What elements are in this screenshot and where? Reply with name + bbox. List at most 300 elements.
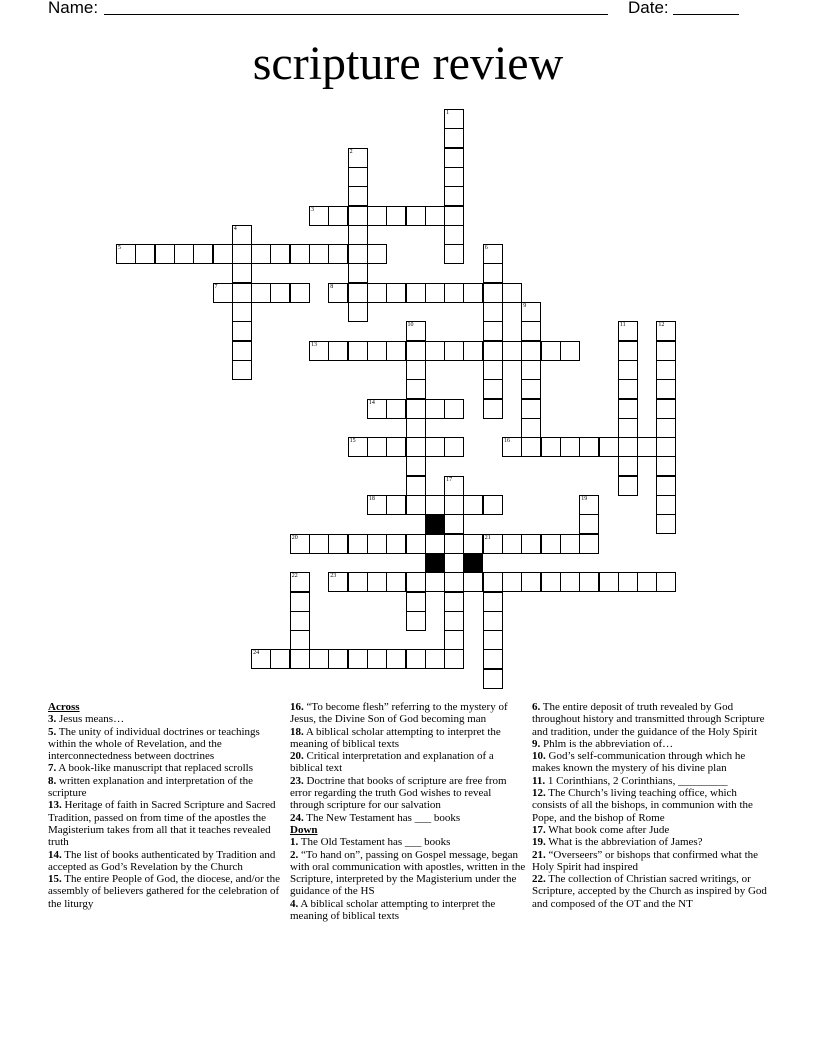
answer-cell[interactable] [579,572,599,592]
clue-item [532,701,768,738]
clue-item [48,799,280,848]
answer-cell[interactable] [406,283,426,303]
answer-cell[interactable] [656,341,676,361]
clue-item [48,849,280,874]
answer-cell[interactable] [656,572,676,592]
answer-cell[interactable] [309,244,329,264]
answer-cell[interactable] [444,495,464,515]
answer-cell[interactable] [444,341,464,361]
clue-item-text: The entire People of God, the diocese, and/or the assembly of believers gathered for the celebration of the liturgy [48,873,280,910]
answer-cell[interactable] [348,186,368,206]
clue-item-number: 22. [532,873,546,886]
answer-cell[interactable] [483,630,503,650]
answer-cell[interactable] [444,109,464,129]
answer-cell[interactable] [618,456,638,476]
answer-cell[interactable] [579,534,599,554]
answer-cell[interactable] [541,437,561,457]
answer-cell[interactable] [367,244,387,264]
answer-cell[interactable] [348,649,368,669]
answer-cell[interactable] [367,341,387,361]
answer-cell[interactable] [618,321,638,341]
down-clue-list [290,836,526,922]
answer-cell[interactable] [425,534,445,554]
answer-cell[interactable] [444,630,464,650]
clues-column-2 [290,701,526,922]
answer-cell[interactable] [193,244,213,264]
answer-cell[interactable] [135,244,155,264]
clue-item [532,873,768,910]
clue-item [48,762,280,774]
answer-cell[interactable] [309,206,329,226]
clue-item [290,898,526,923]
clue-number: 6 [484,245,488,252]
clue-item [48,713,280,725]
answer-cell[interactable] [425,399,445,419]
answer-cell[interactable] [251,283,271,303]
answer-cell[interactable] [406,321,426,341]
across-heading: Across [48,701,80,713]
answer-cell[interactable] [116,244,136,264]
answer-cell[interactable] [406,360,426,380]
clue-number: 21 [484,534,491,541]
clue-number: 18 [368,496,375,502]
answer-cell[interactable] [386,283,406,303]
clue-item-number: 6. [532,701,541,713]
clue-item-text: written explanation and interpretation of the scripture [48,774,253,800]
clue-number: 13 [311,341,317,348]
answer-cell[interactable] [541,572,561,592]
down-heading: Down [290,823,318,836]
across-clue-list [48,713,280,910]
answer-cell[interactable] [386,649,406,669]
answer-cell[interactable] [328,649,348,669]
answer-cell[interactable] [444,572,464,592]
answer-cell[interactable] [213,283,233,303]
answer-cell[interactable] [521,437,541,457]
answer-cell[interactable] [502,341,522,361]
answer-cell[interactable] [618,341,638,361]
clue-item-number: 7. [48,762,57,775]
answer-cell[interactable] [232,321,252,341]
answer-cell[interactable] [483,360,503,380]
answer-cell[interactable] [367,649,387,669]
answer-cell[interactable] [348,244,368,264]
answer-cell[interactable] [521,360,541,380]
clue-item-text: The Church’s living teaching office, which consists of all the bishops, in communion with the Pope, and the bishop of Rome [532,787,753,824]
clue-number: 24 [253,650,260,657]
clue-item-number: 9. [532,737,541,750]
clue-number: 7 [214,283,218,290]
answer-cell[interactable] [656,456,676,476]
answer-cell[interactable] [656,321,676,341]
answer-cell[interactable] [232,225,252,245]
clue-item [48,775,280,800]
clue-item-number: 14. [48,848,62,861]
answer-cell[interactable] [483,341,503,361]
answer-cell[interactable] [521,399,541,419]
answer-cell[interactable] [444,592,464,612]
answer-cell[interactable] [367,572,387,592]
clue-number: 4 [233,225,237,232]
clue-item-text: God’s self-communication through which he makes known the mystery of his divine plan [532,750,746,775]
answer-cell[interactable] [483,572,503,592]
answer-cell[interactable] [444,611,464,631]
clue-number: 19 [581,496,588,502]
black-square [425,553,445,573]
answer-cell[interactable] [618,360,638,380]
answer-cell[interactable] [386,534,406,554]
answer-cell[interactable] [483,321,503,341]
answer-cell[interactable] [444,399,464,419]
answer-cell[interactable] [483,649,503,669]
answer-cell[interactable] [483,399,503,419]
clues-column-3 [532,701,768,910]
answer-cell[interactable] [618,399,638,419]
clue-number: 2 [349,148,353,155]
answer-cell[interactable] [618,379,638,399]
clue-number: 16 [504,438,510,445]
answer-cell[interactable] [521,379,541,399]
answer-cell[interactable] [406,206,426,226]
answer-cell[interactable] [406,341,426,361]
answer-cell[interactable] [348,225,368,245]
answer-cell[interactable] [444,186,464,206]
answer-cell[interactable] [232,341,252,361]
answer-cell[interactable] [406,476,426,496]
clue-item [290,701,526,726]
clue-item [532,849,768,874]
clue-number: 23 [330,573,337,580]
clue-item-number: 16. [290,701,304,713]
answer-cell[interactable] [348,437,368,457]
clue-number: 8 [330,283,334,290]
answer-cell[interactable] [560,534,580,554]
answer-cell[interactable] [599,437,619,457]
clue-item [532,824,768,836]
clue-item-text: Phlm is the abbreviation of… [540,737,674,750]
clue-item-number: 4. [290,897,299,910]
clue-item-number: 1. [290,836,299,849]
answer-cell[interactable] [444,649,464,669]
answer-cell[interactable] [483,495,503,515]
answer-cell[interactable] [406,649,426,669]
across-clue-list-continued [290,701,526,824]
answer-cell[interactable] [444,244,464,264]
answer-cell[interactable] [290,649,310,669]
answer-cell[interactable] [367,399,387,419]
answer-cell[interactable] [328,341,348,361]
clue-item-text: 1 Corinthians, 2 Corinthians, _________ [545,774,728,787]
answer-cell[interactable] [463,534,483,554]
answer-cell[interactable] [483,379,503,399]
clue-item-number: 5. [48,725,57,738]
clue-item-text: The New Testament has ___ books [303,811,461,824]
answer-cell[interactable] [483,534,503,554]
clue-item [532,775,768,787]
answer-cell[interactable] [541,341,561,361]
clues-column-1 [48,701,280,910]
clue-item [48,873,280,910]
clue-item-text: Doctrine that books of scripture are free from error regarding the truth God wishes to reveal through scripture for our salvation [290,774,507,812]
answer-cell[interactable] [521,534,541,554]
clue-item-text: The collection of Christian sacred writings, or Scripture, accepted by the Church as inspired by God and composed of the OT and the NT [532,873,767,910]
answer-cell[interactable] [560,437,580,457]
answer-cell[interactable] [348,283,368,303]
answer-cell[interactable] [444,225,464,245]
answer-cell[interactable] [290,534,310,554]
answer-cell[interactable] [656,514,676,534]
answer-cell[interactable] [656,399,676,419]
clue-item [532,738,768,750]
black-square [463,553,483,573]
answer-cell[interactable] [463,495,483,515]
answer-cell[interactable] [599,572,619,592]
answer-cell[interactable] [637,572,657,592]
name-label: Name: [48,0,99,17]
answer-cell[interactable] [232,263,252,283]
answer-cell[interactable] [406,456,426,476]
clue-number: 1 [446,110,450,116]
answer-cell[interactable] [367,534,387,554]
answer-cell[interactable] [521,341,541,361]
answer-cell[interactable] [386,206,406,226]
answer-cell[interactable] [444,167,464,187]
answer-cell[interactable] [444,206,464,226]
answer-cell[interactable] [251,649,271,669]
answer-cell[interactable] [656,437,676,457]
clue-item-text: Jesus means… [56,713,125,726]
answer-cell[interactable] [425,495,445,515]
page-title: scripture review [252,37,564,90]
answer-cell[interactable] [444,534,464,554]
clue-item [290,775,526,812]
answer-cell[interactable] [406,572,426,592]
clue-number: 11 [619,322,626,329]
answer-cell[interactable] [483,244,503,264]
answer-cell[interactable] [290,572,310,592]
answer-cell[interactable] [406,418,426,438]
clue-number: 14 [368,399,375,406]
answer-cell[interactable] [367,283,387,303]
answer-cell[interactable] [425,572,445,592]
answer-cell[interactable] [444,283,464,303]
answer-cell[interactable] [406,592,426,612]
answer-cell[interactable] [348,534,368,554]
answer-cell[interactable] [328,572,348,592]
clue-item [290,726,526,751]
answer-cell[interactable] [232,283,252,303]
answer-cell[interactable] [328,283,348,303]
answer-cell[interactable] [656,495,676,515]
answer-cell[interactable] [656,379,676,399]
clue-number: 12 [658,322,665,329]
answer-cell[interactable] [560,572,580,592]
answer-cell[interactable] [406,611,426,631]
clue-item-number: 8. [48,774,57,787]
answer-cell[interactable] [328,534,348,554]
answer-cell[interactable] [309,341,329,361]
clue-item-text: Heritage of faith in Sacred Scripture and Sacred Tradition, passed on from time of the apostles the Magisterium takes from all that it teaches revealed truth [48,799,276,849]
clue-item-text: The unity of individual doctrines or teachings within the whole of Revelation, and the interconnectedness between doctrines [48,725,260,763]
date-label: Date: [628,0,669,17]
clue-item-number: 3. [48,713,57,726]
clue-number: 9 [523,303,527,309]
clue-item-text: A biblical scholar attempting to interpret the meaning of biblical texts [290,725,501,750]
clue-item-text: Critical interpretation and explanation of a biblical text [290,750,494,775]
answer-cell[interactable] [656,360,676,380]
answer-cell[interactable] [290,630,310,650]
answer-cell[interactable] [444,148,464,168]
answer-cell[interactable] [270,244,290,264]
answer-cell[interactable] [502,572,522,592]
answer-cell[interactable] [483,302,503,322]
answer-cell[interactable] [444,553,464,573]
answer-cell[interactable] [521,302,541,322]
answer-cell[interactable] [425,437,445,457]
clue-item-text: “To hand on”, passing on Gospel message, began with oral communication with apostles, written in the Scripture, interpreted by the Magisterium under the guidance of the HS [290,848,526,898]
answer-cell[interactable] [463,572,483,592]
answer-cell[interactable] [618,437,638,457]
clue-item-text: A book-like manuscript that replaced scrolls [56,762,253,775]
answer-cell[interactable] [579,514,599,534]
answer-cell[interactable] [290,283,310,303]
clue-item-text: The entire deposit of truth revealed by God throughout history and transmitted through Scripture and tradition, under the guidance of the Holy Spirit [532,701,765,738]
answer-cell[interactable] [348,302,368,322]
clue-item [532,836,768,848]
clue-item [532,750,768,775]
answer-cell[interactable] [502,437,522,457]
answer-cell[interactable] [406,379,426,399]
answer-cell[interactable] [521,418,541,438]
answer-cell[interactable] [483,283,503,303]
clue-number: 15 [349,438,356,445]
answer-cell[interactable] [444,476,464,496]
answer-cell[interactable] [521,572,541,592]
answer-cell[interactable] [406,399,426,419]
clue-item-number: 13. [48,799,62,812]
clue-number: 17 [446,476,453,483]
clue-item-number: 15. [48,873,62,886]
answer-cell[interactable] [618,476,638,496]
answer-cell[interactable] [425,341,445,361]
answer-cell[interactable] [290,592,310,612]
answer-cell[interactable] [155,244,175,264]
answer-cell[interactable] [348,341,368,361]
answer-cell[interactable] [309,534,329,554]
clue-number: 20 [291,534,298,541]
answer-cell[interactable] [637,437,657,457]
answer-cell[interactable] [521,321,541,341]
down-clue-list-continued [532,701,768,910]
clue-item [290,750,526,775]
answer-cell[interactable] [270,649,290,669]
black-square [425,514,445,534]
answer-cell[interactable] [618,418,638,438]
answer-cell[interactable] [386,437,406,457]
clue-item [532,787,768,824]
answer-cell[interactable] [560,341,580,361]
answer-cell[interactable] [386,399,406,419]
answer-cell[interactable] [328,244,348,264]
answer-cell[interactable] [328,206,348,226]
clue-item-text: A biblical scholar attempting to interpret the meaning of biblical texts [290,897,496,923]
clue-item-text: “Overseers” or bishops that confirmed what the Holy Spirit had inspired [532,848,759,873]
answer-cell[interactable] [174,244,194,264]
answer-cell[interactable] [483,263,503,283]
answer-cell[interactable] [463,341,483,361]
answer-cell[interactable] [386,341,406,361]
answer-cell[interactable] [251,244,271,264]
answer-cell[interactable] [213,244,233,264]
answer-cell[interactable] [483,669,503,689]
answer-cell[interactable] [618,572,638,592]
answer-cell[interactable] [348,206,368,226]
answer-cell[interactable] [656,476,676,496]
clue-item-number: 24. [290,811,304,824]
answer-cell[interactable] [290,611,310,631]
answer-cell[interactable] [579,437,599,457]
clue-item-number: 17. [532,823,546,836]
answer-cell[interactable] [579,495,599,515]
answer-cell[interactable] [502,283,522,303]
clue-item-text: The Old Testament has ___ books [298,836,451,849]
answer-cell[interactable] [463,283,483,303]
clue-item-number: 20. [290,750,304,763]
answer-cell[interactable] [232,302,252,322]
answer-cell[interactable] [367,495,387,515]
answer-cell[interactable] [425,206,445,226]
answer-cell[interactable] [483,592,503,612]
answer-cell[interactable] [406,534,426,554]
answer-cell[interactable] [367,437,387,457]
answer-cell[interactable] [348,148,368,168]
answer-cell[interactable] [348,572,368,592]
answer-cell[interactable] [656,418,676,438]
clue-item-number: 23. [290,774,304,787]
answer-cell[interactable] [309,649,329,669]
answer-cell[interactable] [290,244,310,264]
clue-number: 10 [407,322,414,329]
answer-cell[interactable] [386,572,406,592]
clue-item [290,849,526,898]
answer-cell[interactable] [425,283,445,303]
answer-cell[interactable] [444,437,464,457]
answer-cell[interactable] [232,244,252,264]
clue-item [48,726,280,763]
answer-cell[interactable] [232,360,252,380]
clue-item-number: 2. [290,848,299,861]
clue-item-number: 11. [532,774,546,787]
answer-cell[interactable] [444,128,464,148]
clue-number: 22 [291,573,298,580]
answer-cell[interactable] [406,495,426,515]
clue-item-number: 21. [532,848,546,861]
answer-cell[interactable] [348,263,368,283]
answer-cell[interactable] [270,283,290,303]
answer-cell[interactable] [502,534,522,554]
clue-item-text: What book come after Jude [545,823,670,836]
answer-cell[interactable] [348,167,368,187]
answer-cell[interactable] [425,649,445,669]
answer-cell[interactable] [367,206,387,226]
answer-cell[interactable] [406,437,426,457]
answer-cell[interactable] [386,495,406,515]
clue-item-number: 19. [532,836,546,849]
clue-item-number: 18. [290,725,304,738]
answer-cell[interactable] [541,534,561,554]
answer-cell[interactable] [483,611,503,631]
answer-cell[interactable] [444,514,464,534]
